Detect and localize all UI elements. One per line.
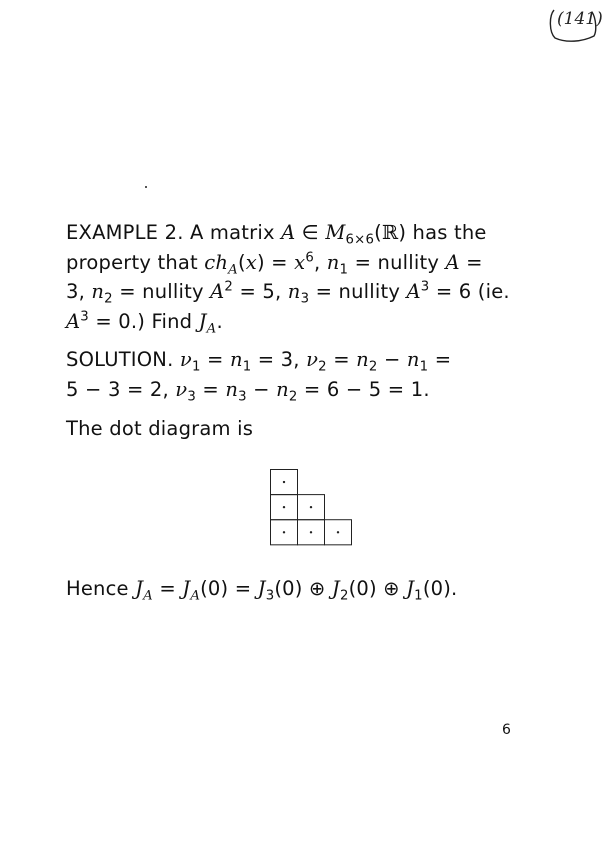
dot-diagram-svg <box>270 469 352 546</box>
dot-diagram-intro-text: The dot diagram is <box>66 417 254 440</box>
example-paragraph <box>66 218 566 336</box>
page-number: 6 <box>502 722 511 738</box>
conclusion-text: Hence <box>66 577 136 600</box>
dot-diagram-dot <box>310 506 312 508</box>
example-text: = 6 (ie. <box>429 280 510 303</box>
conclusion-paragraph <box>66 574 566 604</box>
handwritten-page-mark <box>548 6 603 42</box>
solution-text: = 3, <box>251 348 307 371</box>
conclusion-line: Hence $J_A = J_A(0) = J_3(0)$ ⊕ $J_2(0)$ ⊕ $J_1(0)$. <box>66 577 458 604</box>
handwritten-page-mark-text: (141) <box>557 9 603 29</box>
example-text: = nullity <box>112 280 211 303</box>
scan-speck <box>145 186 147 188</box>
example-line-3: 3, $n_2$ = nullity $A^2 = 5$, $n_3$ = nullity $A^3 = 6$ (ie. <box>66 279 510 307</box>
dot-diagram <box>270 469 352 546</box>
dot-diagram-intro <box>66 414 566 444</box>
example-text: = nullity <box>348 250 446 274</box>
dot-diagram-dot <box>283 506 285 508</box>
solution-label: SOLUTION. <box>66 348 180 371</box>
solution-text: 5 − 3 = 2, <box>66 377 176 401</box>
example-text: property that <box>66 250 205 274</box>
example-line-1: EXAMPLE 2. A matrix A ∈ $M_{6\times 6}(ℝ)$ has the <box>66 221 487 248</box>
solution-text: = 6 − 5 = 1. <box>297 377 430 401</box>
example-line-2: property that $ch_A(x) = x^6$, $n_1$ = nullity A = <box>66 250 483 278</box>
example-text: EXAMPLE 2. A matrix <box>66 221 282 244</box>
example-line-4: $A^3 = 0$.) Find $J_A$. <box>66 309 223 337</box>
dot-diagram-dot <box>310 531 312 533</box>
dot-diagram-dot <box>337 531 339 533</box>
dot-diagram-dot <box>283 481 285 483</box>
example-text: = nullity <box>309 280 407 303</box>
solution-paragraph <box>66 345 566 404</box>
example-text: = 0.) Find <box>88 309 199 333</box>
solution-line-1: SOLUTION. $\nu_1 = n_1 = 3$, $\nu_2 = n_2 - n_1$ = <box>66 348 452 375</box>
solution-line-2: 5 − 3 = 2, $\nu_3 = n_3 - n_2 = 6 - 5 = 1$. <box>66 377 430 405</box>
example-text: has the <box>406 221 487 244</box>
example-text: = 5, <box>233 280 288 303</box>
dot-diagram-dot <box>283 531 285 533</box>
